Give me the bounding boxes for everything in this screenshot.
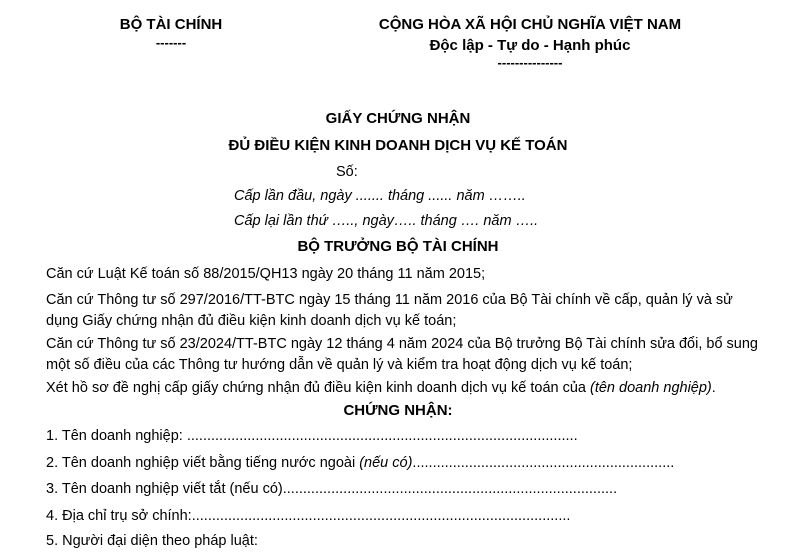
motto-divider: --------------- — [497, 55, 563, 70]
ministry-divider: ------- — [155, 35, 187, 50]
certificate-number: Số: — [336, 164, 358, 180]
issuing-agency-block — [96, 14, 246, 50]
enterprise-name-placeholder: (tên doanh nghiệp) — [590, 380, 712, 396]
review-tail: . — [711, 380, 716, 396]
national-header-block — [330, 14, 730, 70]
legal-basis-item: Căn cứ Thông tư số 297/2016/TT-BTC ngày 15 tháng 11 năm 2016 của Bộ Tài chính về cấp, quản lý và sử dụng Giấy chứng nhận đủ điều kiện kinh doanh dịch vụ kế toán; — [46, 292, 733, 329]
field-label: 5. Người đại diện theo pháp luật: — [46, 533, 258, 549]
abbreviated-name-field — [46, 481, 617, 497]
application-review-line — [46, 378, 766, 399]
head-office-address-field — [46, 508, 570, 524]
field-label: 3. Tên doanh nghiệp viết tắt (nếu có) — [46, 481, 283, 497]
foreign-name-field — [46, 455, 674, 471]
field-fill-dots: ................................................................................................. — [186, 428, 578, 444]
document-subtitle: ĐỦ ĐIỀU KIỆN KINH DOANH DỊCH VỤ KẾ TOÁN — [228, 137, 568, 154]
certify-heading: CHỨNG NHẬN: — [343, 402, 453, 419]
legal-representative-field — [46, 533, 258, 549]
field-note: (nếu có) — [359, 455, 413, 471]
legal-basis-item: Căn cứ Thông tư số 23/2024/TT-BTC ngày 12 tháng 4 năm 2024 của Bộ trưởng Bộ Tài chính sửa đổi, bổ sung một số điều của các Thông tư hướng dẫn về quản lý và kiểm tra hoạt động dịch vụ kế toán; — [46, 336, 759, 373]
reissue-date: Cấp lại lần thứ ….., ngày….. tháng …. năm ….. — [234, 213, 539, 229]
field-fill-dots: ................................................................................... — [282, 481, 618, 497]
field-fill-dots: ................................................................. — [412, 455, 675, 471]
field-label: 1. Tên doanh nghiệp: — [46, 428, 187, 444]
nation-name: CỘNG HÒA XÃ HỘI CHỦ NGHĨA VIỆT NAM — [378, 16, 682, 33]
legal-basis-item: Căn cứ Luật Kế toán số 88/2015/QH13 ngày 20 tháng 11 năm 2015; — [46, 266, 486, 282]
field-label: 2. Tên doanh nghiệp viết bằng tiếng nước ngoài — [46, 455, 360, 471]
field-fill-dots: .............................................................................................. — [191, 508, 571, 524]
first-issue-date: Cấp lần đầu, ngày ....... tháng ...... năm …….. — [234, 188, 526, 204]
enterprise-name-field — [46, 428, 578, 444]
document-title: GIẤY CHỨNG NHẬN — [325, 110, 471, 127]
national-motto: Độc lập - Tự do - Hạnh phúc — [429, 37, 631, 54]
review-text: Xét hồ sơ đề nghị cấp giấy chứng nhận đủ điều kiện kinh doanh dịch vụ kế toán của — [46, 380, 591, 396]
issuer-title: BỘ TRƯỞNG BỘ TÀI CHÍNH — [297, 238, 499, 255]
ministry-name: BỘ TÀI CHÍNH — [119, 16, 223, 33]
field-label: 4. Địa chỉ trụ sở chính: — [46, 508, 192, 524]
